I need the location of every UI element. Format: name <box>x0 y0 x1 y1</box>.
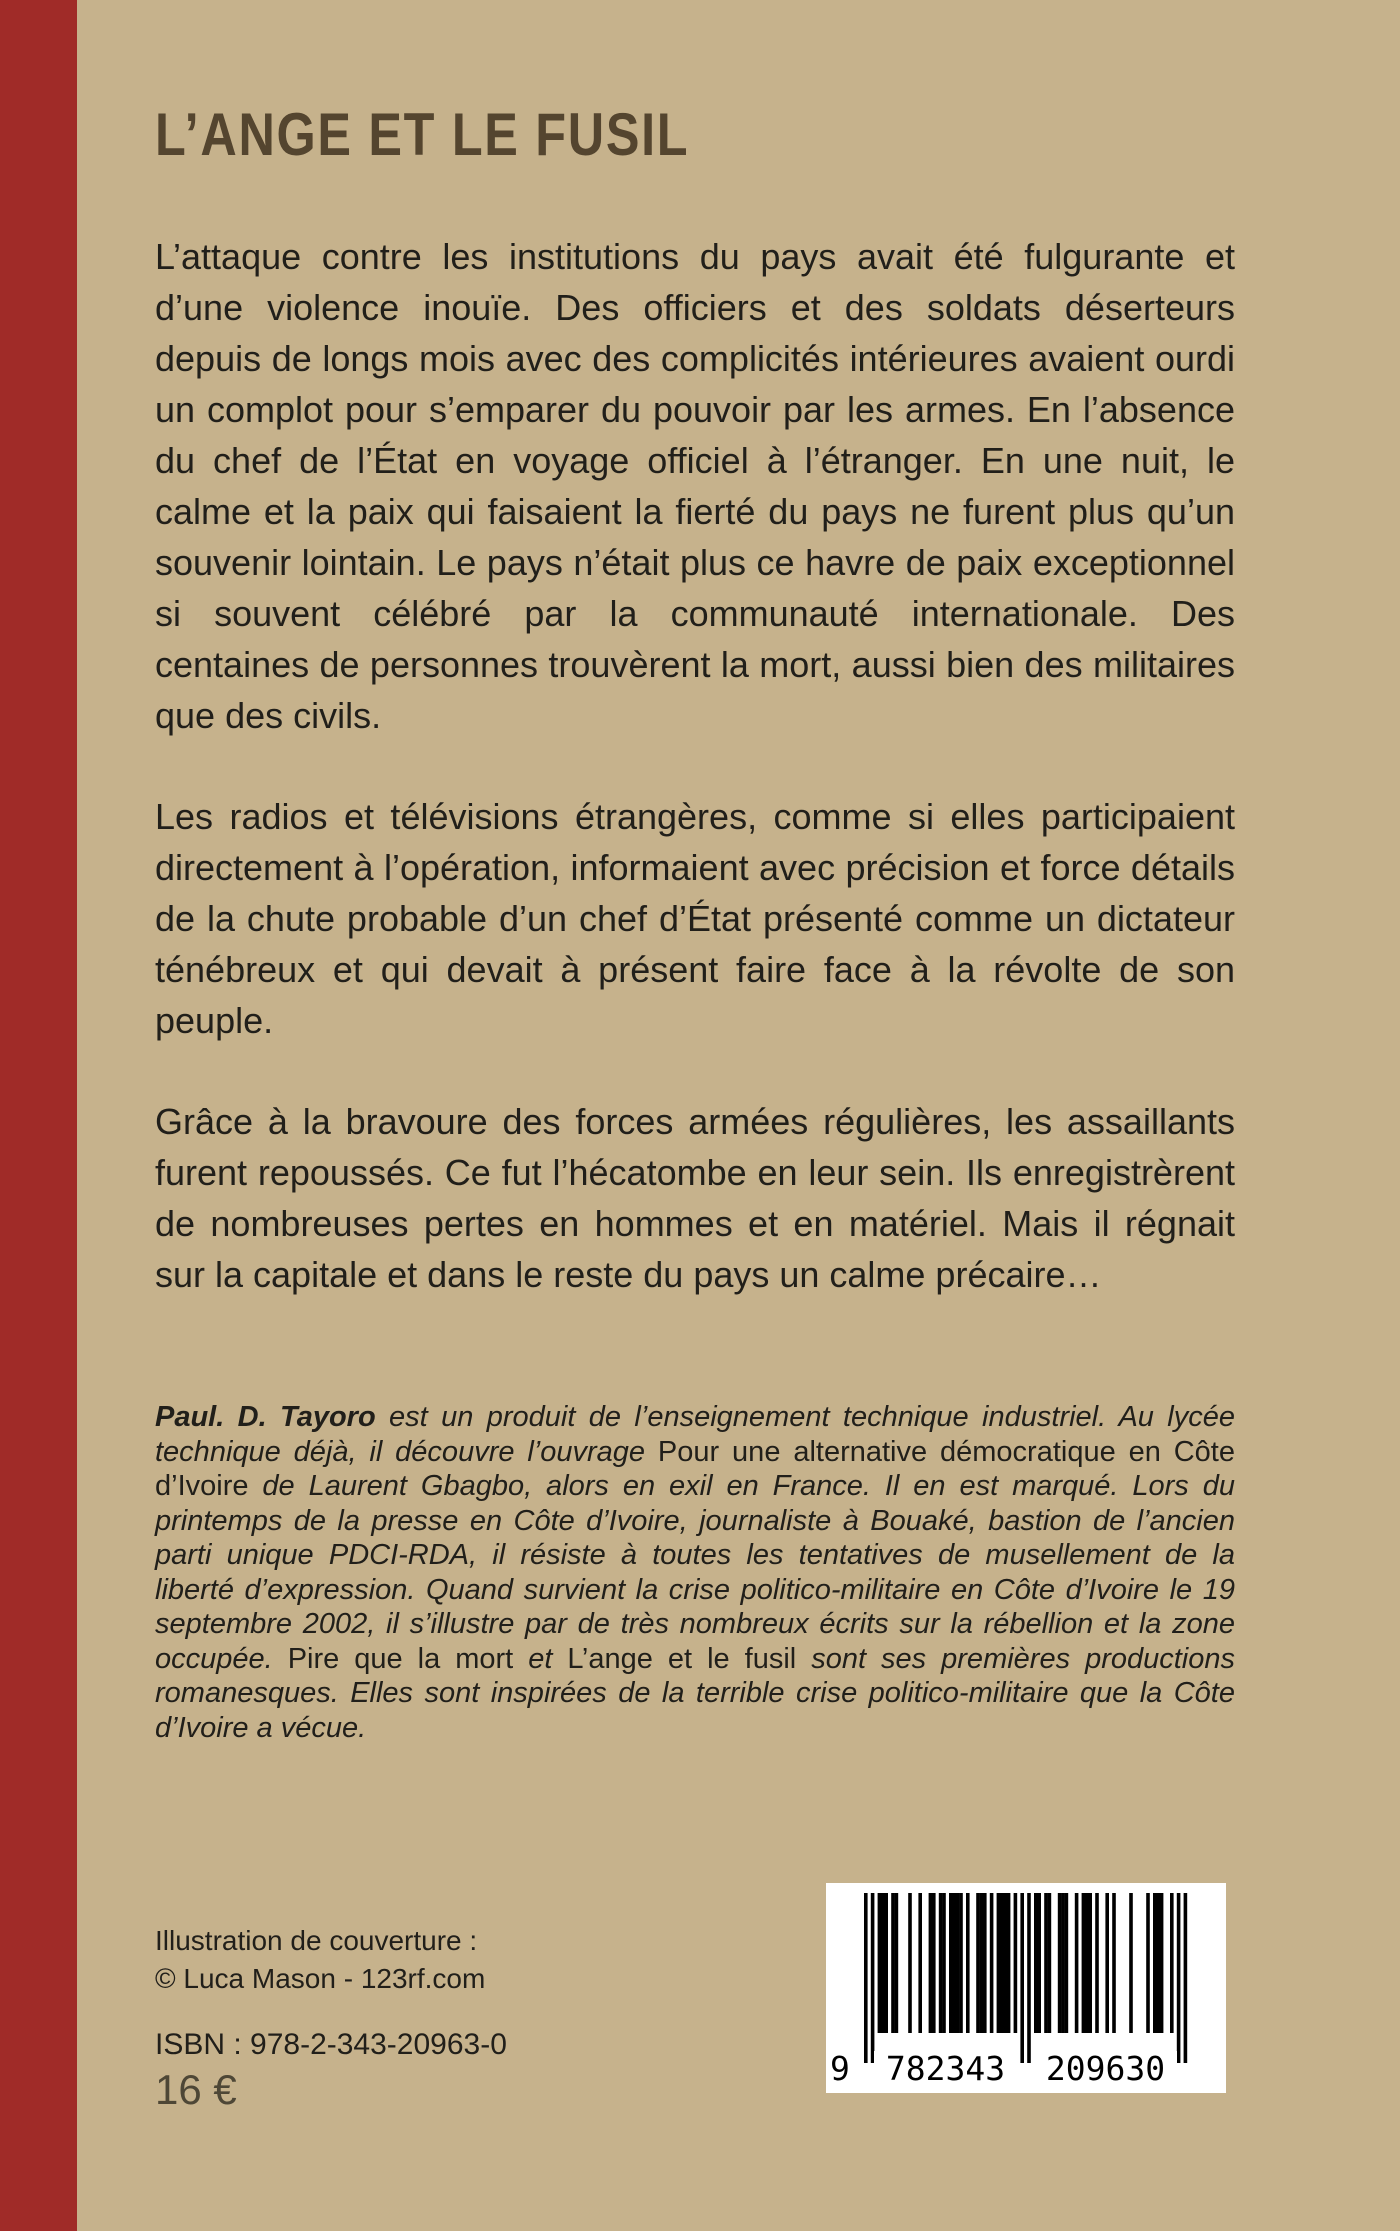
barcode-digit-first: 9 <box>830 2049 850 2088</box>
credit-line-1: Illustration de couverture : <box>155 1925 478 1956</box>
synopsis-paragraph-2: Les radios et télévisions étrangères, comme si elles participaient directement à l’opération, informaient avec précision et force détails de la chute probable d’un chef d’État présenté comme un dictateur ténébreux et qui devait à présent faire face à la révolte de son peuple. <box>155 796 1235 1041</box>
credit-line-2: © Luca Mason - 123rf.com <box>155 1963 486 1994</box>
cover-illustration-credit <box>155 1922 485 1998</box>
barcode-bars <box>826 1893 1226 2065</box>
book-title: L’ANGE ET LE FUSIL <box>155 101 690 168</box>
synopsis-paragraph-3: Grâce à la bravoure des forces armées régulières, les assaillants furent repoussés. Ce fut l’hécatombe en leur sein. Ils enregistrèrent de nombreuses pertes en hommes et en matériel. Mais il régnait sur la capitale et dans le reste du pays un calme précaire… <box>155 1101 1235 1295</box>
price: 16 € <box>155 2066 237 2113</box>
synopsis-paragraph-1: L’attaque contre les institutions du pays avait été fulgurante et d’une violence inouïe. Des officiers et des soldats déserteurs depuis de longs mois avec des complicités intérieures avaient ourdi un complot pour s’emparer du pouvoir par les armes. En l’absence du chef de l’État en voyage officiel à l’étranger. En une nuit, le calme et la paix qui faisaient la fierté du pays ne furent plus qu’un souvenir lointain. Le pays n’était plus ce havre de paix exceptionnel si souvent célébré par la communauté internationale. Des centaines de personnes trouvèrent la mort, aussi bien des militaires que des civils. <box>155 236 1235 736</box>
spine-stripe <box>0 0 77 2231</box>
cover-content <box>155 0 1235 1774</box>
author-bio: Paul. D. Tayoro est un produit de l’enseignement technique industriel. Au lycée technique déjà, il découvre l’ouvrage Pour une alternative démocratique en Côte d’Ivoire de Laurent Gbagbo, alors en exil en France. Il en est marqué. Lors du printemps de la presse en Côte d’Ivoire, journaliste à Bouaké, bastion de l’ancien parti unique PDCI-RDA, il résiste à toutes les tentatives de musellement de la liberté d’expression. Quand survient la crise politico-militaire en Côte d’Ivoire le 19 septembre 2002, il s’illustre par de très nombreux écrits sur la rébellion et la zone occupée. Pire que la mort et L’ange et le fusil sont ses premières productions romanesques. Elles sont inspirées de la terrible crise politico-militaire que la Côte d’Ivoire a vécue. <box>155 1401 1236 1744</box>
barcode-digits-left: 782343 <box>874 2051 1017 2087</box>
barcode <box>826 1883 1226 2093</box>
barcode-digits-right: 209630 <box>1034 2051 1177 2087</box>
isbn: ISBN : 978-2-343-20963-0 <box>155 2028 507 2061</box>
